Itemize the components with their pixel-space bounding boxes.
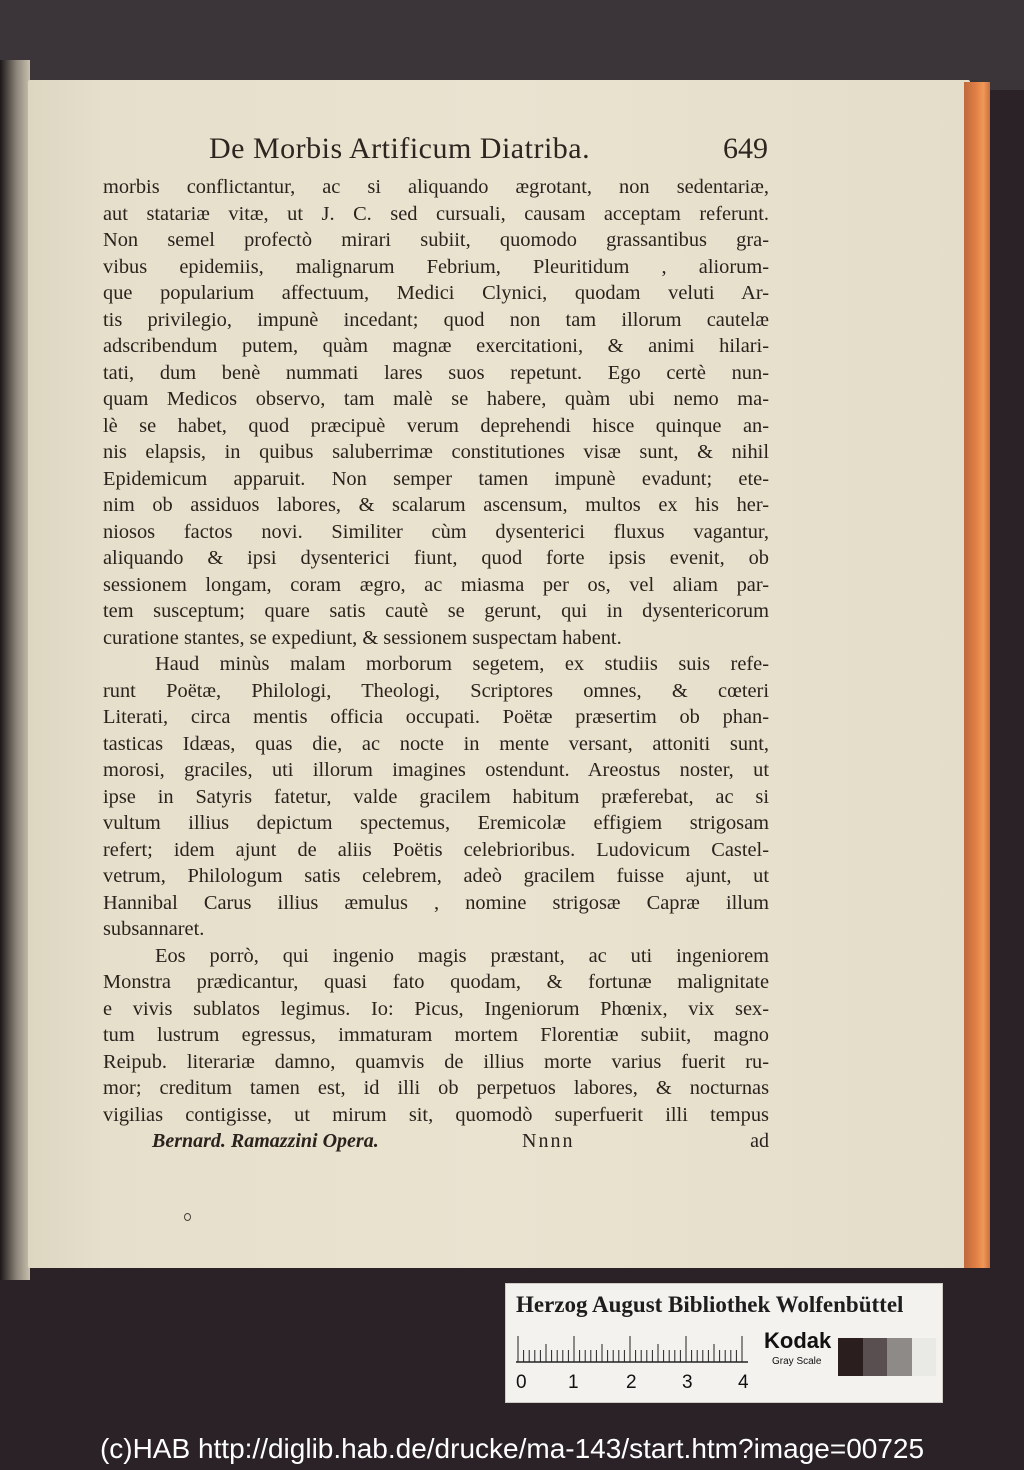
text-line: nim ob assiduos labores, & scalarum ascensum, multos ex his her- (103, 494, 769, 516)
text-line: tati, dum benè nummati lares suos repetunt. Ego certè nun- (103, 361, 769, 384)
text-line: Eos porrò, qui ingenio magis præstant, ac uti ingeniorem (155, 944, 769, 967)
text-line: mor; creditum tamen est, id illi ob perpetuos labores, & nocturnas (103, 1077, 769, 1099)
text-line: tum lustrum egressus, immaturam mortem Florentiæ subiit, magno (103, 1024, 769, 1046)
gray-scale-patches (838, 1338, 936, 1376)
text-line: e vivis sublatos legimus. Io: Picus, Ingeniorum Phœnix, vix sex- (103, 997, 769, 1020)
text-line: que popularium affectuum, Medici Clynici, quodam veluti Ar- (103, 282, 769, 304)
text-line: vultum illius depictum spectemus, Eremicolæ effigiem strigosam (103, 812, 769, 834)
ruler-number: 4 (738, 1372, 749, 1393)
text-line: Haud minùs malam morborum segetem, ex studiis suis refe- (155, 653, 769, 675)
library-name: Herzog August Bibliothek Wolfenbüttel (516, 1292, 904, 1317)
text-line: subsannaret. (103, 918, 205, 940)
measurement-ruler (516, 1334, 748, 1364)
text-line: nis elapsis, in quibus saluberrimæ constitutiones visæ sunt, & nihil (103, 441, 769, 463)
gray-patch (838, 1338, 863, 1376)
text-line: morosi, graciles, uti illorum imagines ostendunt. Areostus noster, ut (103, 759, 769, 781)
ruler-number: 2 (626, 1372, 637, 1393)
page-footer (152, 1130, 769, 1160)
page-header (28, 128, 768, 172)
text-line: aliquando & ipsi dysenterici fiunt, quod forte ipsis evenit, ob (103, 547, 769, 569)
text-line: lè se habet, quod præcipuè verum deprehendi hisce quinque an- (103, 414, 769, 437)
paper-speck (184, 1213, 191, 1221)
scan-background-top (0, 0, 1024, 90)
signature-mark: Nnnn (522, 1130, 575, 1152)
ruler-labels (516, 1372, 756, 1394)
text-line: adscribendum putem, quàm magnæ exercitationi, & animi hilari- (103, 335, 769, 357)
ruler-number: 3 (682, 1372, 693, 1393)
text-line: vibus epidemiis, malignarum Febrium, Pleuritidum , aliorum- (103, 255, 769, 278)
page-number: 649 (723, 132, 768, 165)
text-line: aut statariæ vitæ, ut J. C. sed cursuali, causam acceptam referunt. (103, 202, 769, 225)
text-line: curatione stantes, se expediunt, & sessionem suspectam habent. (103, 626, 622, 649)
gray-patch (912, 1338, 937, 1376)
text-line: Non semel profectò mirari subiit, quomodo grassantibus gra- (103, 229, 769, 251)
text-line: Literati, circa mentis officia occupati. Poëtæ præsertim ob phan- (103, 706, 769, 728)
body-text (103, 174, 769, 1128)
text-line: runt Poëtæ, Philologi, Theologi, Scriptores omnes, & cœteri (103, 679, 769, 702)
text-line: ipse in Satyris fatetur, valde gracilem habitum præferebat, ac si (103, 785, 769, 808)
ruler-number: 0 (516, 1372, 527, 1393)
copyright-url: (c)HAB http://diglib.hab.de/drucke/ma-143/start.htm?image=00725 (99, 1433, 925, 1464)
ruler-number: 1 (568, 1372, 579, 1393)
text-line: niosos factos novi. Similiter cùm dysenterici fluxus vagantur, (103, 520, 769, 543)
text-line: quam Medicos observo, tam malè se habere, quàm ubi nemo ma- (103, 388, 769, 410)
catchword: ad (750, 1130, 769, 1152)
text-line: Reipub. literariæ damno, quamvis de illius morte varius fuerit ru- (103, 1050, 769, 1073)
text-line: refert; idem ajunt de aliis Poëtis celebrioribus. Ludovicum Castel- (103, 838, 769, 861)
text-line: tis privilegio, impunè incedant; quod non tam illorum cautelæ (103, 308, 769, 331)
text-line: vigilias contigisse, ut mirum sit, quomodò superfuerit illi tempus (103, 1103, 769, 1126)
text-line: tasticas Idæas, quas die, ac nocte in mente versant, attoniti sunt, (103, 732, 769, 755)
running-head: De Morbis Artificum Diatriba. (209, 132, 591, 165)
kodak-logo: Kodak (764, 1328, 832, 1353)
text-line: tem susceptum; quare satis cautè se gerunt, qui in dysentericorum (103, 600, 769, 622)
footer-signature: Bernard. Ramazzini Opera. (152, 1130, 379, 1152)
gray-patch (863, 1338, 888, 1376)
library-color-card (505, 1283, 943, 1403)
gray-patch (887, 1338, 912, 1376)
text-line: vetrum, Philologum satis celebrem, adeò gracilem fuisse ajunt, ut (103, 865, 769, 887)
kodak-subtitle: Gray Scale (772, 1356, 822, 1367)
text-line: sessionem longam, coram ægro, ac miasma per os, vel aliam par- (103, 573, 769, 596)
text-line: Hannibal Carus illius æmulus , nomine strigosæ Capræ illum (103, 891, 769, 914)
text-line: Monstra prædicantur, quasi fato quodam, & fortunæ malignitate (103, 971, 769, 993)
text-line: Epidemicum apparuit. Non semper tamen impunè evadunt; ete- (103, 467, 769, 490)
left-page-edge (0, 60, 30, 1280)
text-line: morbis conflictantur, ac si aliquando ægrotant, non sedentariæ, (103, 176, 769, 198)
page-edge-orange (964, 82, 990, 1268)
